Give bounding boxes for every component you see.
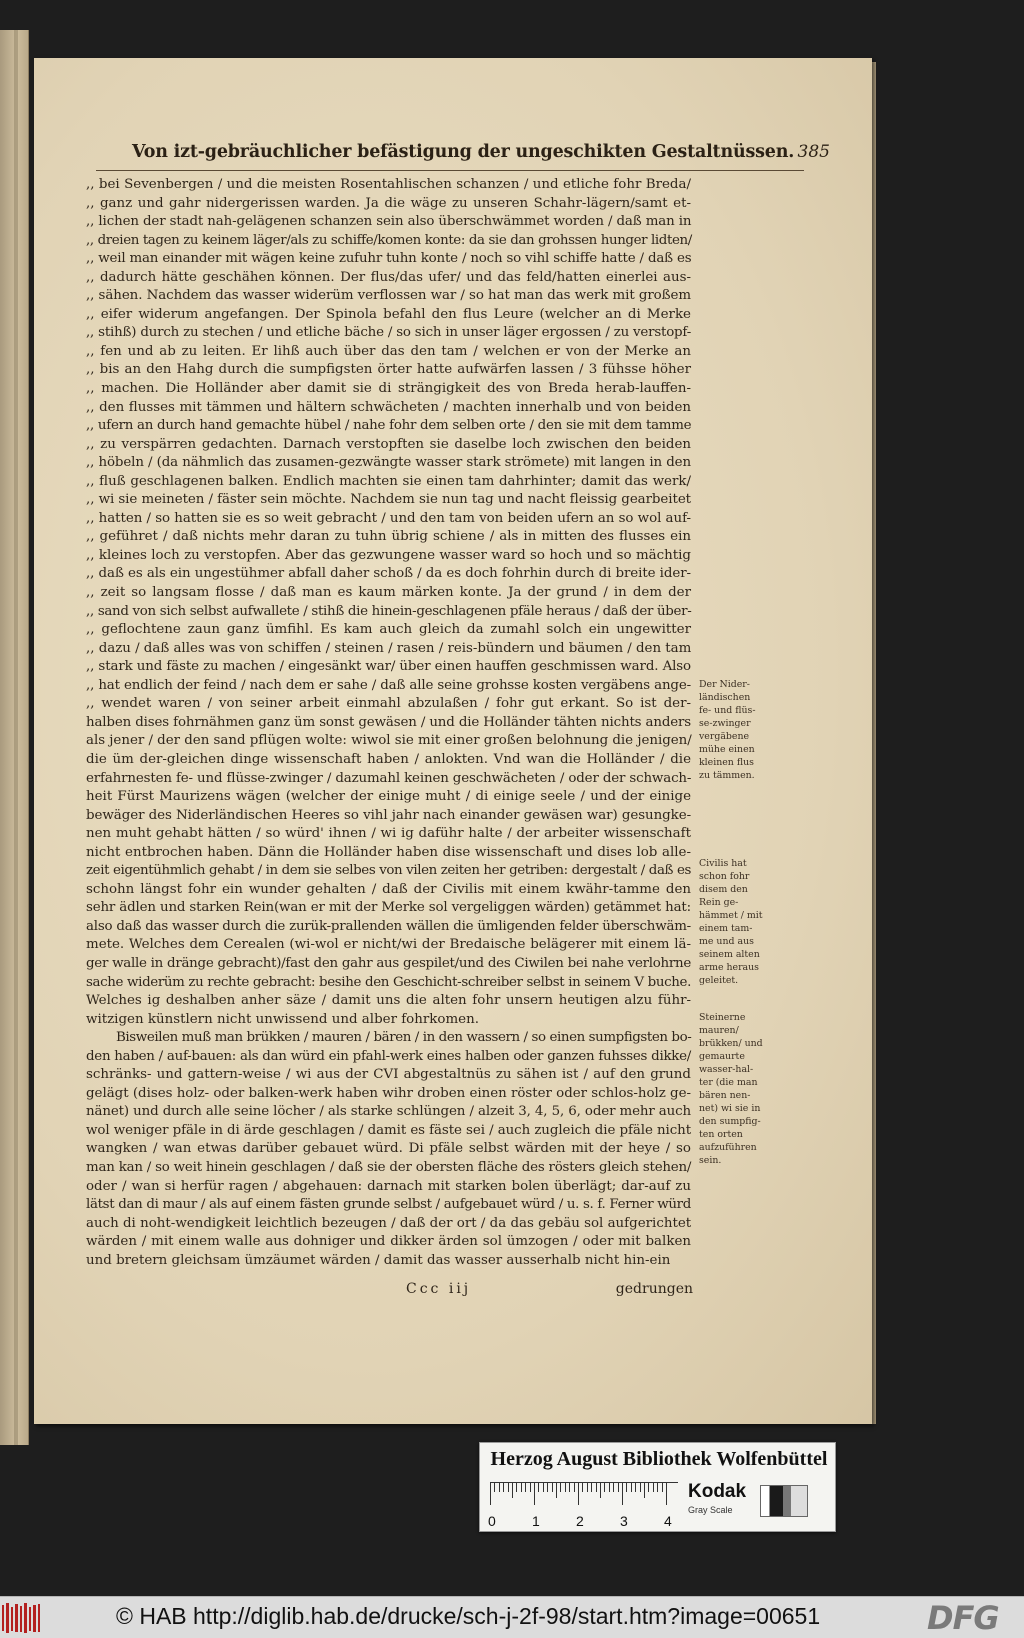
running-title: Von izt-gebräuchlicher befästigung der ungeschikten Gestaltnüssen.: [132, 142, 795, 162]
text-line: ,, ganz und gahr nidergerissen warden. Ja die wäge zu unseren Schahr-lägern/samt et-: [86, 195, 691, 211]
text-line: nen muht gehabt hätten / so würd' ihnen / wi ig daführ halte / der arbeiter wissenschaft: [86, 826, 691, 842]
main-text-block: [86, 176, 691, 1270]
text-line: ,, geführet / daß nichts mehr daran zu tuhn übrig schiene / als in mitten des flusses ein: [86, 529, 691, 545]
text-line: den haben / auf-bauen: als dan würd ein pfahl-werk eines halben oder ganzen fuhsses dikke/: [86, 1048, 691, 1064]
signature-mark: Ccc iij: [406, 1281, 472, 1297]
text-line: ,, hatten / so hatten sie es so weit gebracht / und den tam von beiden ufern an so wol auf-: [86, 510, 691, 526]
text-line: mete. Welches dem Cerealen (wi-wol er nicht/wi der Bredaische belägerer mit einem lä-: [86, 937, 691, 953]
text-line: ger walle in dränge gebracht)/fast den gahr aus gespilet/und des Ciwilen bei nahe verlohrne: [86, 955, 691, 971]
footer-bar: [0, 1596, 1024, 1638]
text-line: ,, hat endlich der feind / nach dem er sahe / daß alle seine grohsse kosten vergäbens ange-: [86, 677, 691, 693]
marginal-note-line: wasser-hal-: [699, 1064, 754, 1075]
ruler-tick: [648, 1483, 649, 1492]
text-line: man kan / so weit hinein geschlagen / daß sie der obersten fläche des rösters gleich stehen/: [86, 1159, 692, 1175]
text-line: ,, weil man einander mit wägen keine zufuhr tuhn konte / noch so vihl schiffe hatte / daß es: [86, 251, 692, 267]
text-line: ,, wendet waren / von seiner arbeit einmahl abzulaßen / fohr gut erkant. So ist der-: [86, 696, 691, 712]
text-line: gelägt (dises holz- oder balken-werk haben wihr droben einen röster oder schlos-holz ge-: [86, 1085, 691, 1101]
running-header: [96, 142, 830, 171]
marginal-note-line: bären nen-: [699, 1090, 751, 1101]
text-line: ,, höbeln / (da nähmlich das zusamen-gezwängte wasser stark strömete) mit langen in den: [86, 455, 691, 471]
marginal-note-line: aufzuführen: [699, 1142, 757, 1153]
ruler-tick: [609, 1483, 610, 1492]
ruler-label-3: 3: [620, 1513, 628, 1529]
text-line: ,, dadurch hätte geschähen können. Der flus/das ufer/ und das feld/hatten einerlei aus-: [86, 269, 691, 285]
marginal-note-2: [699, 857, 769, 987]
text-line: ,, kleines loch zu verstopfen. Aber das gezwungene wasser ward so hoch und so mächtig: [86, 547, 691, 563]
text-line: schohn längst fohr ein wunder gehalten / daß der Civilis mit einem kwähr-tamme den: [86, 881, 691, 897]
text-line: wangken / wan etwas darüber gebauet würd. Di pfäle selbst wärden mit der heye / so: [86, 1141, 691, 1157]
ruler-tick: [516, 1483, 517, 1492]
marginal-note-line: ter (die man: [699, 1077, 758, 1088]
ruler-tick: [596, 1483, 597, 1492]
text-line: wärden / mit einem walle aus dohniger und dikker ärden sol ümzogen / oder mit balken: [86, 1234, 691, 1250]
ruler-tick: [512, 1483, 513, 1498]
marginal-note-line: ten orten: [699, 1129, 743, 1140]
text-line: ,, zeit so langsam flosse / daß man es kaum märken konte. Ja der grund / in dem der: [86, 585, 691, 601]
ruler-tick: [569, 1483, 570, 1492]
text-line: Welches ig deshalben anher säze / damit uns die alten fohr unsern heutigen alzu führ-: [86, 993, 691, 1009]
text-line: witzigen künstlern nicht unwissend und alber fohrkomen.: [86, 1011, 479, 1027]
dfg-logo: DFG: [927, 1599, 999, 1637]
ruler-tick: [604, 1483, 605, 1492]
text-line: zeit eigentühmlich gehabt / in dem sie selbes von vilen zeiten her getriben: dergestalt / daß es: [86, 863, 691, 879]
text-line: ,, bis an den Hahg durch die sumpfigsten örter hatte aufwärfen lassen / 3 fühsse höher: [86, 362, 691, 378]
catchword: gedrungen: [615, 1281, 693, 1297]
ruler-tick: [657, 1483, 658, 1492]
text-line: ,, lichen der stadt nah-gelägenen schanzen sein also überschwämmet worden / daß man in: [86, 214, 692, 230]
text-line: auch di noht-wendigkeit leichtlich bezeugen / daß der ort / da das gebäu sol aufgerichtet: [86, 1215, 692, 1231]
marginal-note-line: brükken/ und: [699, 1038, 763, 1049]
text-line: ,, stihß) durch zu stechen / und etliche bäche / so sich in unser läger ergossen / zu verstopf-: [86, 325, 692, 341]
gray-scale-patches: [760, 1485, 808, 1517]
ruler-tick: [587, 1483, 588, 1492]
text-line: ,, stark und fäste zu machen / eingesänkt war/ über einen hauffen geschmissen ward. Also: [86, 659, 691, 675]
marginal-note-line: einem tam-: [699, 923, 753, 934]
gray-scale-label: Gray Scale: [688, 1505, 733, 1515]
text-line: ,, zu verspärren gedachten. Darnach verstopften sie daselbe loch zwischen den beiden: [86, 436, 691, 452]
ruler-tick: [666, 1483, 667, 1505]
marginal-note-line: Rein ge-: [699, 897, 739, 908]
scale-ruler: [490, 1482, 678, 1505]
text-line: nänet) und durch alle seine löcher / als starke schlüngen / alzeit 3, 4, 5, 6, oder mehr auch: [86, 1104, 691, 1120]
text-line: ,, bei Sevenbergen / und die meisten Rosentahlischen schanzen / und etliche fohr Breda/: [86, 177, 691, 192]
ruler-label-4: 4: [664, 1513, 672, 1529]
text-line: Bisweilen muß man brükken / mauren / bären / in den wassern / so einen sumpfigsten bo-: [116, 1030, 692, 1046]
ruler-tick: [626, 1483, 627, 1492]
copyright-url[interactable]: © HAB http://diglib.hab.de/drucke/sch-j-2f-98/start.htm?image=00651: [116, 1603, 821, 1629]
page-number: 385: [797, 142, 830, 162]
marginal-note-line: net) wi sie in: [699, 1103, 761, 1114]
book-page: [34, 58, 872, 1424]
marginal-note-line: mauren/: [699, 1025, 739, 1036]
ruler-label-1: 1: [532, 1513, 540, 1529]
marginal-note-3: [699, 1011, 769, 1167]
text-line: lätst dan di maur / als auf einem fästen grunde selbst / aufgebauet würd / u. s. f. Ferner würd: [86, 1197, 691, 1213]
ruler-tick: [631, 1483, 632, 1492]
text-line: ,, ufern an durch hand gemachte hübel / nahe fohr dem selben orte / den sie mit dem tamme: [86, 418, 692, 434]
text-line: bewäger des Niderländischen Heeres so vihl jahr nach einander gewäsen war) gesungke-: [86, 807, 692, 823]
ruler-tick: [521, 1483, 522, 1492]
kodak-logo: Kodak: [688, 1481, 747, 1502]
ruler-tick: [552, 1483, 553, 1492]
ruler-tick: [499, 1483, 500, 1492]
ruler-tick: [578, 1483, 579, 1505]
hab-barcode-logo-icon: [0, 1601, 50, 1635]
text-line: ,, sand von sich selbst aufwallete / stihß die hinein-geschlagenen pfäle heraus / daß der über-: [86, 603, 692, 619]
text-line: und bretern gleichsam ümzäumet wärden / damit das wasser ausserhalb nicht hin-ein: [86, 1252, 671, 1268]
ruler-tick: [565, 1483, 566, 1492]
marginal-note-line: me und aus: [699, 936, 754, 947]
page-foot: [86, 1281, 691, 1301]
text-line: ,, den flusses mit tämmen und hältern schwächeten / machten innerhalb und von beiden: [86, 399, 691, 415]
marginal-note-line: arme heraus: [699, 962, 759, 973]
text-line: sehr ädlen und starken Rein(wan er mit der Merke sol vergeliggen wärden) getämmet hat:: [86, 900, 691, 916]
marginal-note-line: gemaurte: [699, 1051, 745, 1062]
ruler-tick: [640, 1483, 641, 1492]
text-line: also daß das wasser durch die zurük-prallenden wällen die ümligenden felder überschwäm-: [86, 918, 691, 934]
text-line: nicht entbrochen haben. Dänn die Holländer haben dise wissenschaft und dises lob alle-: [86, 844, 691, 860]
text-line: ,, fluß geschlagenen balken. Endlich machten sie einen tam dahrhinter; damit das werk/: [86, 473, 691, 489]
text-line: als jener / der den sand pflügen wolte: wiwol sie mit einer großen belohnung die jenigen/: [86, 733, 692, 749]
marginal-note-1: [699, 678, 769, 782]
text-line: ,, machen. Die Holländer aber damit sie di strängigkeit des von Breda herab-lauffen-: [86, 381, 691, 397]
text-line: erfahrnesten fe- und flüsse-zwinger / dazumahl keinen geschwächeten / oder der schwach-: [86, 770, 692, 786]
text-line: ,, dreien tagen zu keinem läger/als zu schiffe/komen konte: da sie dan grohssen hunger lidten/: [86, 232, 692, 248]
marginal-note-line: schon fohr: [699, 871, 750, 882]
ruler-tick: [494, 1483, 495, 1492]
marginal-note-line: geleitet.: [699, 975, 739, 986]
ruler-tick: [560, 1483, 561, 1492]
ruler-label-2: 2: [576, 1513, 584, 1529]
text-line: ,, dazu / daß alles was von schiffen / steinen / rasen / reis-bündern und bäumen / den tam: [86, 640, 692, 656]
ruler-tick: [490, 1483, 491, 1505]
marginal-note-line: ländischen: [699, 692, 751, 703]
ruler-tick: [530, 1483, 531, 1492]
ruler-tick: [662, 1483, 663, 1492]
marginal-note-line: se-zwinger: [699, 718, 751, 729]
marginal-note-line: zu tämmen.: [699, 770, 755, 781]
ruler-label-0: 0: [488, 1513, 496, 1529]
facing-page-shadow: [14, 30, 18, 1445]
text-line: oder / wan si herfür ragen / abgehauen: darnach mit starken bolen überlägt; dar-auf zu: [86, 1178, 691, 1194]
marginal-note-line: sein.: [699, 1155, 722, 1166]
marginal-note-line: mühe einen: [699, 744, 755, 755]
ruler-tick: [635, 1483, 636, 1492]
text-line: ,, sähen. Nachdem das wasser widerüm verflossen war / so hat man das werk mit großem: [86, 288, 691, 304]
text-line: halben dises fohrnähmen ganz üm sonst gewäsen / und die Holländer tähten nichts anders: [86, 714, 691, 730]
library-name: Herzog August Bibliothek Wolfenbüttel: [490, 1448, 828, 1470]
marginal-note-line: disem den: [699, 884, 748, 895]
ruler-tick: [622, 1483, 623, 1505]
color-reference-card: [479, 1442, 836, 1532]
text-line: ,, wi sie meineten / fäster sein möchte. Nachdem sie nun tag und nacht fleissig gearbeitet: [86, 492, 691, 508]
text-line: wol weniger pfäle in di ärde geschlagen / damit es fäste sei / auch zugleich die pfäle nicht: [86, 1122, 692, 1138]
ruler-tick: [591, 1483, 592, 1492]
ruler-tick: [534, 1483, 535, 1505]
text-line: ,, eifer widerum angefangen. Der Spinola befahl den flus Leure (welcher an di Merke: [86, 306, 691, 322]
ruler-tick: [525, 1483, 526, 1492]
marginal-note-line: seinem alten: [699, 949, 760, 960]
text-line: sache widerüm zu rechte gebracht: besihe den Geschicht-schreiber selbst in seinem V buche.: [86, 974, 691, 990]
ruler-tick: [503, 1483, 504, 1492]
ruler-tick: [556, 1483, 557, 1498]
text-line: die üm der-gleichen dinge wissenschaft haben / anlokten. Vnd wan die Holländer / die: [86, 751, 691, 767]
ruler-tick: [574, 1483, 575, 1492]
ruler-tick: [600, 1483, 601, 1498]
ruler-tick: [613, 1483, 614, 1492]
ruler-tick: [508, 1483, 509, 1492]
ruler-tick: [538, 1483, 539, 1492]
marginal-note-line: hämmet / mit: [699, 910, 763, 921]
ruler-tick: [582, 1483, 583, 1492]
marginal-note-line: den sumpfig-: [699, 1116, 761, 1127]
text-line: ,, fen und ab zu leiten. Er lihß auch über das den tam / welchen er von der Merke an: [86, 343, 691, 359]
ruler-tick: [547, 1483, 548, 1492]
text-line: ,, daß es als ein ungestühmer abfall daher schoß / da es doch fohrhin durch di breite ider-: [86, 566, 691, 582]
ruler-tick: [653, 1483, 654, 1492]
marginal-note-line: Der Nider-: [699, 679, 750, 690]
ruler-tick: [543, 1483, 544, 1492]
text-line: ,, geflochtene zaun ganz ümfihl. Es kam auch gleich da zumahl solch ein ungewitter: [86, 622, 691, 638]
marginal-note-line: Civilis hat: [699, 858, 747, 869]
marginal-note-line: Steinerne: [699, 1012, 746, 1023]
marginal-note-line: fe- und flüs-: [699, 705, 756, 716]
marginal-note-line: kleinen flus: [699, 757, 754, 768]
text-line: heit Fürst Maurizens wägen (welcher der einige muht / di einige seele / und der einige: [86, 789, 691, 805]
ruler-tick: [644, 1483, 645, 1498]
ruler-tick: [618, 1483, 619, 1492]
text-line: schränks- und gattern-weise / wi aus der CVI abgestaltnüs zu sähen ist / auf den grund: [86, 1067, 691, 1083]
marginal-note-line: vergäbene: [699, 731, 750, 742]
